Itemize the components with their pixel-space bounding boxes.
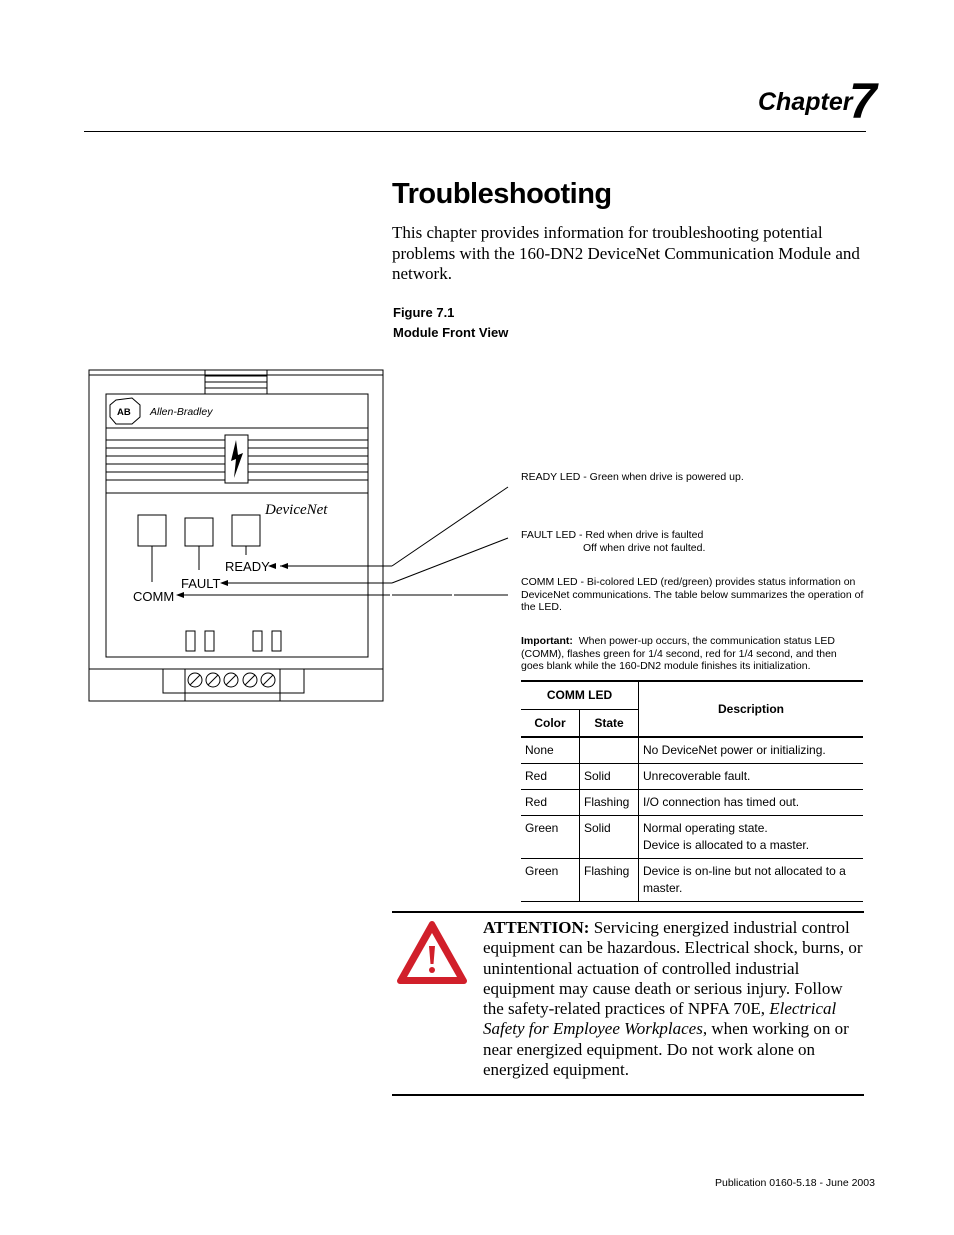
desc-line: Unrecoverable fault. [643, 769, 751, 783]
fault-label: FAULT [181, 576, 221, 591]
chapter-number: 7 [849, 73, 877, 129]
attention-body-end: , when working on or near energized equipment. Do not work alone on energized equipment. [483, 1019, 849, 1080]
cell-state: Solid [580, 816, 639, 859]
warning-triangle-icon [396, 920, 468, 986]
cell-state [580, 737, 639, 764]
page-title: Troubleshooting [392, 178, 612, 210]
desc-line: No DeviceNet power or initializing. [643, 743, 826, 757]
table-row [521, 859, 863, 902]
desc-line: Device is allocated to a master. [643, 838, 810, 852]
comm-led-callout: COMM LED - Bi-colored LED (red/green) provides status information on DeviceNet communications. The table below summarizes the operation of the LED. [521, 576, 864, 613]
ab-logo: AB [117, 407, 131, 418]
table-row [521, 737, 863, 764]
cell-state: Solid [580, 764, 639, 790]
cell-description [639, 764, 864, 790]
cell-color: Green [521, 816, 580, 859]
table-header-description: Description [639, 681, 864, 737]
table-group-header: COMM LED [521, 681, 639, 709]
cell-color: Red [521, 764, 580, 790]
desc-line: Normal operating state. [643, 821, 768, 835]
comm-led-table [521, 680, 863, 902]
attention-reference: Electrical Safety for Employee Workplaces [483, 999, 837, 1039]
fault-led-window [185, 518, 213, 546]
figure-number: Figure 7.1 [393, 305, 455, 320]
desc-line: I/O connection has timed out. [643, 795, 800, 809]
cell-description [639, 816, 864, 859]
figure-caption: Module Front View [393, 325, 509, 340]
table-row [521, 790, 863, 816]
cell-color: Red [521, 790, 580, 816]
cell-description [639, 790, 864, 816]
important-note [521, 635, 861, 673]
cell-state: Flashing [580, 790, 639, 816]
fault-led-callout: FAULT LED - Red when drive is faulted [521, 529, 704, 541]
fault-leader-line [392, 538, 508, 583]
desc-line: Device is on-line but not allocated to a [643, 864, 846, 878]
cell-description [639, 859, 864, 902]
table-row [521, 816, 863, 859]
cell-description [639, 737, 864, 764]
cell-color: None [521, 737, 580, 764]
comm-label: COMM [133, 589, 175, 604]
devicenet-logo: DeviceNet [265, 502, 328, 518]
table-header-color: Color [521, 709, 580, 737]
important-label: Important: [521, 635, 573, 647]
comm-led-window [138, 515, 166, 546]
intro-paragraph: This chapter provides information for troubleshooting potential problems with the 160-DN2 DeviceNet Communication Module and network. [392, 223, 860, 283]
table-header-state: State [580, 709, 639, 737]
attention-body: Servicing energized industrial control equipment can be hazardous. Electrical shock, burns, or unintentional actuation of controlled industrial equipment may cause death or serious injury. Follow the safety-related practices of NPFA 70E, [483, 918, 863, 1019]
faceplate [106, 394, 368, 657]
ready-label: READY [225, 559, 270, 574]
cell-color: Green [521, 859, 580, 902]
publication-footer: Publication 0160-5.18 - June 2003 [715, 1177, 875, 1189]
cell-state: Flashing [580, 859, 639, 902]
important-text: When power-up occurs, the communication status LED (COMM), flashes green for 1/4 second, red for 1/4 second, and then goes blank while the 160-DN2 module finishes its initialization. [521, 635, 837, 672]
fault-led-callout-line2: Off when drive not faulted. [583, 542, 706, 554]
ready-led-callout: READY LED - Green when drive is powered up. [521, 471, 744, 483]
table-row [521, 764, 863, 790]
attention-text [483, 918, 863, 1080]
attention-bottom-rule [392, 1094, 864, 1096]
brand-name: Allen-Bradley [150, 406, 213, 418]
attention-label: ATTENTION: [483, 918, 590, 937]
ready-led-window [232, 515, 260, 546]
desc-line: master. [643, 881, 683, 895]
attention-top-rule [392, 911, 864, 913]
ready-leader-line [392, 487, 508, 566]
chapter-label: Chapter [758, 88, 853, 116]
